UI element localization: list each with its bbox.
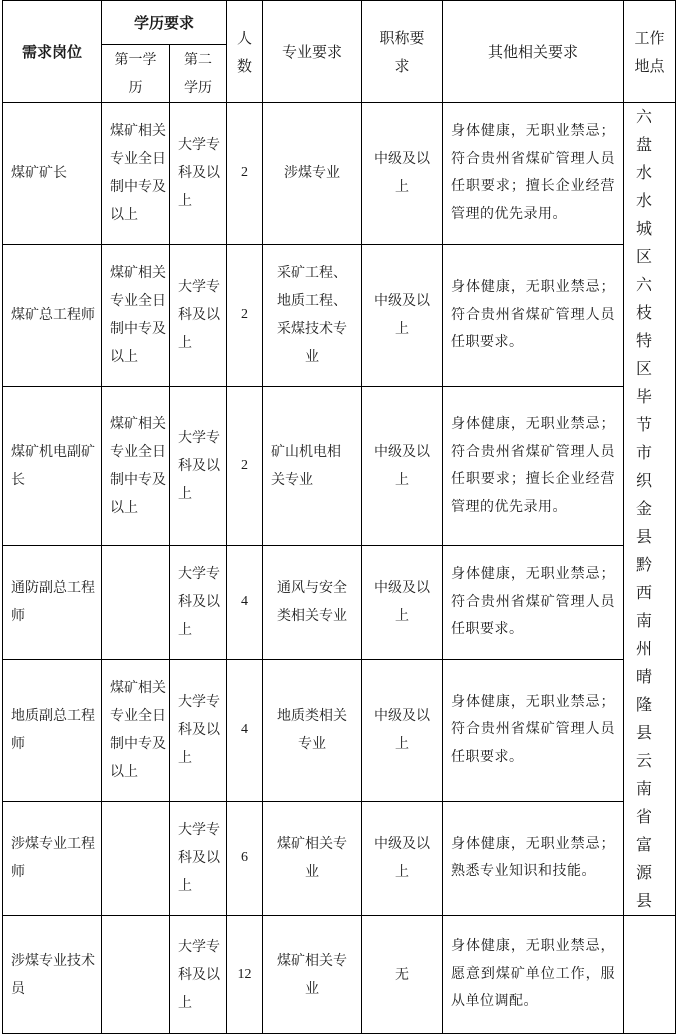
header-title — [362, 1, 443, 103]
edu-second-cell: 大学专科及以上 — [170, 801, 227, 915]
count-cell: 2 — [227, 244, 263, 386]
header-location-label: 工作地点 — [634, 28, 665, 75]
table-row — [3, 546, 676, 659]
header-edu-second-label: 第二学历 — [184, 51, 212, 96]
count-cell: 6 — [227, 801, 263, 915]
header-count — [227, 1, 263, 103]
major-cell: 地质类相关专业 — [263, 659, 362, 801]
edu-second-cell: 大学专科及以上 — [170, 659, 227, 801]
other-cell: 身体健康，无职业禁忌；熟悉专业知识和技能。 — [443, 801, 624, 915]
edu-second-cell: 大学专科及以上 — [170, 386, 227, 545]
major-cell: 采矿工程、地质工程、采煤技术专业 — [263, 244, 362, 386]
header-location — [624, 1, 676, 103]
header-major: 专业要求 — [263, 1, 362, 103]
other-cell: 身体健康，无职业禁忌；符合贵州省煤矿管理人员任职要求；擅长企业经营管理的优先录用。 — [443, 386, 624, 545]
edu-first-cell: 煤矿相关专业全日制中专及以上 — [102, 103, 170, 245]
table-row — [3, 386, 676, 545]
edu-first-cell: 煤矿相关专业全日制中专及以上 — [102, 244, 170, 386]
edu-second-cell: 大学专科及以上 — [170, 546, 227, 659]
major-cell: 矿山机电相关专业 — [263, 386, 362, 545]
other-cell: 身体健康，无职业禁忌，愿意到煤矿单位工作，服从单位调配。 — [443, 916, 624, 1034]
edu-first-cell: 煤矿相关专业全日制中专及以上 — [102, 659, 170, 801]
title-cell: 无 — [362, 916, 443, 1034]
header-education: 学历要求 — [102, 1, 227, 45]
other-cell: 身体健康，无职业禁忌；符合贵州省煤矿管理人员任职要求。 — [443, 659, 624, 801]
count-cell: 12 — [227, 916, 263, 1034]
header-row — [3, 1, 676, 45]
table-row — [3, 801, 676, 915]
other-cell: 身体健康，无职业禁忌；符合贵州省煤矿管理人员任职要求；擅长企业经营管理的优先录用。 — [443, 103, 624, 245]
count-cell: 4 — [227, 546, 263, 659]
major-cell: 煤矿相关专业 — [263, 916, 362, 1034]
title-cell: 中级及以上 — [362, 386, 443, 545]
table-row — [3, 916, 676, 1034]
title-cell: 中级及以上 — [362, 659, 443, 801]
post-cell: 煤矿机电副矿长 — [3, 386, 102, 545]
major-cell: 煤矿相关专业 — [263, 801, 362, 915]
header-other: 其他相关要求 — [443, 1, 624, 103]
header-post: 需求岗位 — [3, 1, 102, 103]
table-row — [3, 103, 676, 245]
header-edu-first — [102, 45, 170, 103]
post-cell: 涉煤专业技术员 — [3, 916, 102, 1034]
count-cell: 4 — [227, 659, 263, 801]
title-cell: 中级及以上 — [362, 546, 443, 659]
table-row — [3, 244, 676, 386]
post-cell: 涉煤专业工程师 — [3, 801, 102, 915]
post-cell: 地质副总工程师 — [3, 659, 102, 801]
major-cell: 通风与安全类相关专业 — [263, 546, 362, 659]
edu-second-cell: 大学专科及以上 — [170, 916, 227, 1034]
post-cell: 通防副总工程师 — [3, 546, 102, 659]
post-cell: 煤矿矿长 — [3, 103, 102, 245]
location-empty-cell — [624, 916, 676, 1034]
edu-second-cell: 大学专科及以上 — [170, 244, 227, 386]
title-cell: 中级及以上 — [362, 244, 443, 386]
post-cell: 煤矿总工程师 — [3, 244, 102, 386]
edu-first-cell — [102, 801, 170, 915]
edu-second-cell: 大学专科及以上 — [170, 103, 227, 245]
major-cell: 涉煤专业 — [263, 103, 362, 245]
other-cell: 身体健康，无职业禁忌；符合贵州省煤矿管理人员任职要求。 — [443, 244, 624, 386]
title-cell: 中级及以上 — [362, 801, 443, 915]
title-cell: 中级及以上 — [362, 103, 443, 245]
table-row — [3, 659, 676, 801]
edu-first-cell: 煤矿相关专业全日制中专及以上 — [102, 386, 170, 545]
edu-first-cell — [102, 546, 170, 659]
header-edu-first-label: 第一学历 — [114, 51, 157, 96]
header-edu-second — [170, 45, 227, 103]
header-title-label: 职称要求 — [379, 28, 425, 75]
count-cell: 2 — [227, 103, 263, 245]
edu-first-cell — [102, 916, 170, 1034]
header-count-label: 人数 — [237, 28, 253, 75]
location-cell: 六盘水水城区六枝特区毕节市织金县黔西南州晴隆县云南省富源县 — [624, 103, 676, 916]
count-cell: 2 — [227, 386, 263, 545]
recruitment-table — [2, 0, 676, 1034]
other-cell: 身体健康，无职业禁忌；符合贵州省煤矿管理人员任职要求。 — [443, 546, 624, 659]
